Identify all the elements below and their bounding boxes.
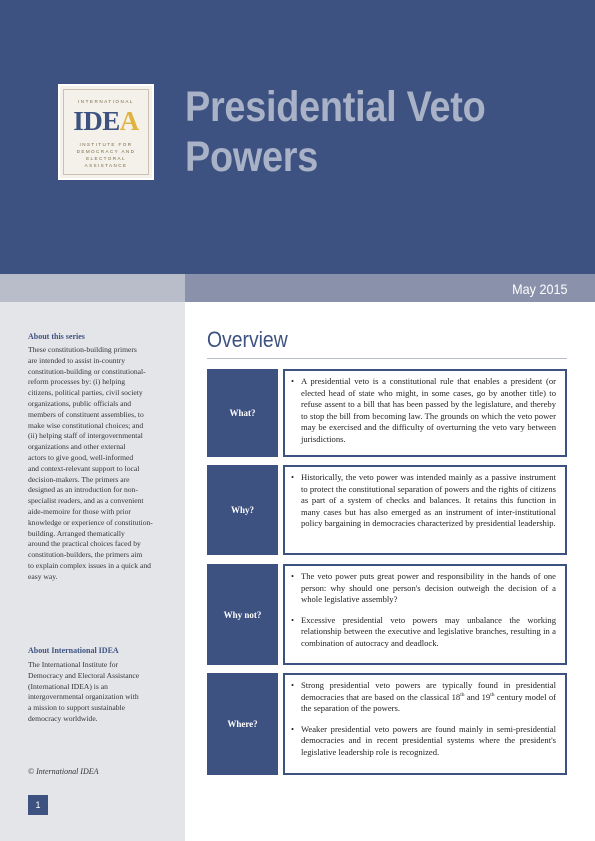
logo-accent-letter: A	[119, 106, 139, 136]
publication-date: May 2015	[511, 281, 567, 297]
why-box	[283, 465, 567, 555]
why-not-bullet-2: • Excessive presidential veto powers may unbalance the working relationship between the executive and legislative branches, resulting in a combination of autocracy and deadlock.	[301, 615, 556, 650]
what-box	[283, 369, 567, 457]
date-bar	[185, 274, 595, 302]
overview-divider	[207, 358, 567, 359]
logo-top-text: INTERNATIONAL	[78, 99, 134, 104]
where-bullet-1-part-a: Strong presidential veto powers are typically found in presidential democracies that are based on the classical 18	[301, 680, 556, 702]
where-label: Where?	[207, 673, 278, 775]
why-label: Why?	[207, 465, 278, 555]
why-bullet-1: • Historically, the veto power was intended mainly as a passive instrument to protect the constitutional separation of powers and the rights of citizens as part of a system of checks and balances. It retains this function in many cases but has also emerged as an instrument of inter-institutional policy bargaining in democracies characterized by presidential leadership.	[301, 472, 556, 530]
what-bullet-1: • A presidential veto is a constitutional rule that enables a president (or elected head of state who might, in some cases, go by another title) to refuse assent to a bill that has been passed by the legislature, and thereby to stop the bill from becoming law. The grounds on which the veto power may be exercised and the difficulty of overturning the veto vary between jurisdictions.	[301, 376, 556, 446]
where-bullet-2: • Weaker presidential veto powers are found mainly in semi-presidential democracies and in recent presidential systems where the president's legislative leadership role is recognized.	[301, 724, 556, 759]
why-not-box	[283, 564, 567, 665]
idea-logo	[58, 84, 154, 180]
logo-subtitle: INSTITUTE FOR DEMOCRACY AND ELECTORAL ASSISTANCE	[76, 142, 136, 168]
why-not-bullet-1: • The veto power puts great power and responsibility in the hands of one person: why should one person's decision outweigh the decision of a whole legislative assembly?	[301, 571, 556, 606]
header-banner	[0, 0, 595, 274]
page-number: 1	[28, 795, 48, 815]
idea-text: The International Institute for Democracy and Electoral Assistance (International IDEA) is an intergovernmental organization with a mission to support sustainable democracy worldwide.	[28, 660, 140, 723]
where-box	[283, 673, 567, 775]
where-bullet-1-part-b: and 19	[464, 691, 491, 702]
why-not-label: Why not?	[207, 564, 278, 665]
document-title: Presidential Veto Powers	[185, 83, 486, 181]
series-heading: About this series	[28, 332, 85, 341]
what-label: What?	[207, 369, 278, 457]
series-text: These constitution-building primers are intended to assist in-country constitution-building or constitutional- reform processes by: (i) helping citizens, political parties, civil society organizations, public officials and members of constituent assemblies, to make wise constitutional choices; and (ii) helping staff of intergovernmental organizations and other external actors to give good, well-informed and context-relevant support to local decision-makers. The primers are designed as an introduction for non- specialist readers, and as a convenient aide-memoire for those with prior knowledge or experience of constitution- building. Arranged thematically around the practical choices faced by constitution-builders, the primers aim to explain complex issues in a quick and easy way.	[28, 345, 153, 581]
overview-heading: Overview	[207, 327, 288, 352]
where-bullet-1-part-c: century model of the separation of the powers.	[301, 691, 556, 714]
date-bar-left	[0, 274, 185, 302]
where-bullet-1	[301, 680, 556, 715]
logo-wordmark: IDEA	[73, 106, 139, 136]
where-sup-19th: th	[490, 691, 495, 698]
copyright: © International IDEA	[28, 767, 99, 776]
idea-heading: About International IDEA	[28, 646, 119, 655]
where-sup-18th: th	[460, 691, 465, 698]
